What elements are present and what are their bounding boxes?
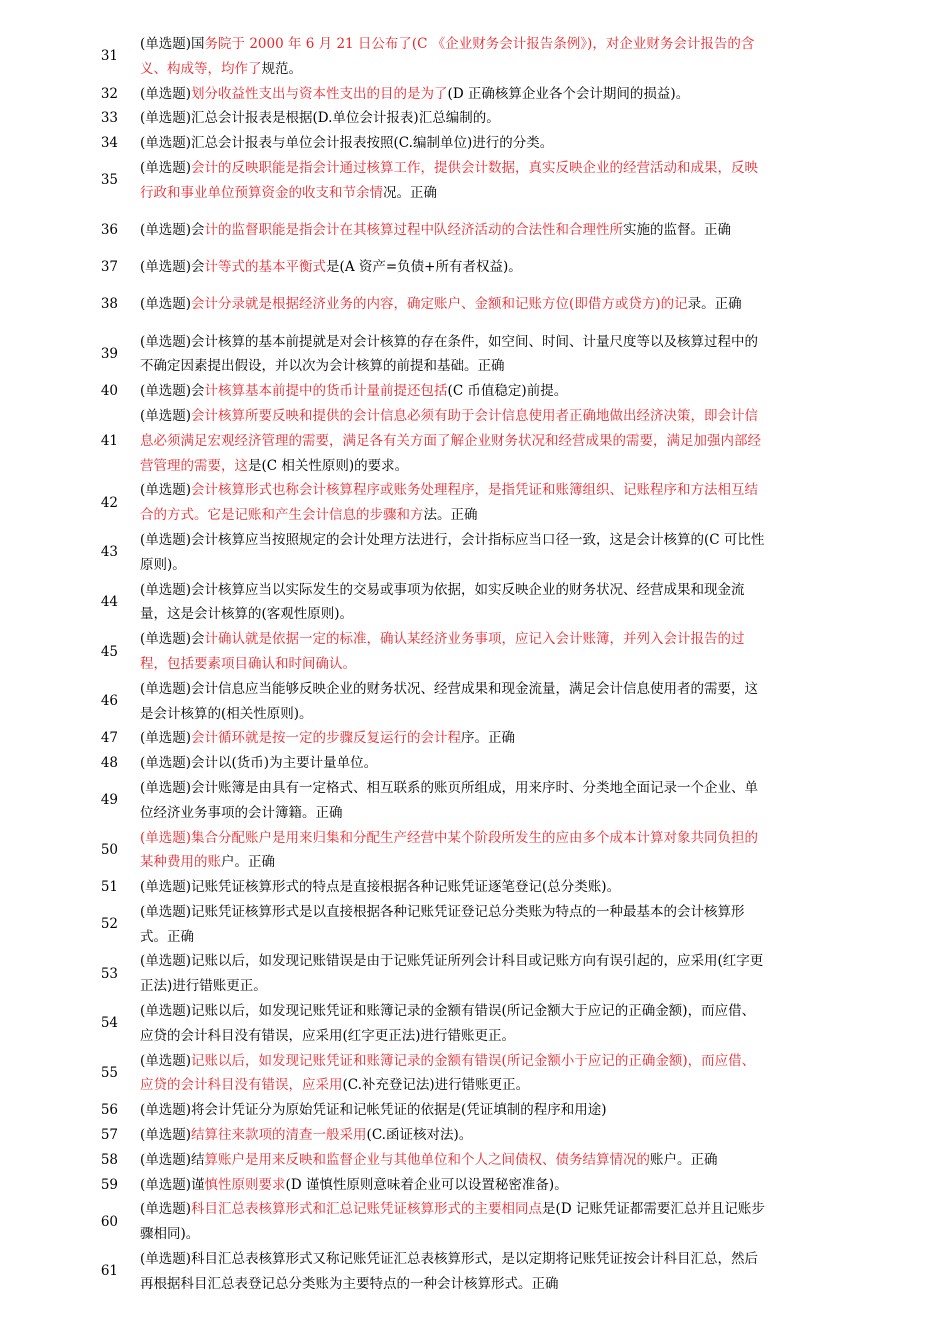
question-text (140, 82, 766, 107)
question-row (0, 1173, 950, 1198)
question-number: 44 (100, 593, 118, 610)
plain-text: (单选题)记账凭证核算形式是以直接根据各种记账凭证登记总分类账为特点的一种最基本的会计核算形式。正确 (140, 903, 745, 945)
question-number: 35 (100, 172, 118, 189)
question-text (140, 1197, 766, 1247)
question-text (140, 677, 766, 727)
question-number: 48 (100, 755, 118, 772)
question-number: 50 (100, 841, 118, 858)
plain-text: 账户。正确 (650, 1151, 718, 1168)
question-text (140, 1123, 766, 1148)
question-number: 61 (100, 1263, 118, 1280)
question-text (140, 106, 766, 131)
question-number: 52 (100, 916, 118, 933)
highlighted-text: 记账以后，如发现记账凭证和账簿记录的金额有错误(所记金额小于应记的正确金额)，而应借、应贷的会计科目没有错误，应采用 (140, 1052, 756, 1094)
plain-text: (单选题)谨 (140, 1176, 205, 1193)
plain-text: (单选题)将会计凭证分为原始凭证和记帐凭证的依据是(凭证填制的程序和用途) (140, 1102, 607, 1119)
plain-text: (单选题) (140, 407, 192, 424)
question-row (0, 826, 950, 876)
plain-text: (单选题)会 (140, 383, 205, 400)
question-number: 56 (100, 1102, 118, 1119)
question-number: 47 (100, 730, 118, 747)
question-number: 39 (100, 345, 118, 362)
plain-text: (单选题) (140, 1201, 192, 1218)
highlighted-text: 划分收益性支出与资本性支出的目的是为了 (191, 85, 448, 102)
plain-text: (单选题)会计核算的基本前提就是对会计核算的存在条件，如空间、时间、计量尺度等以及核算过程中的不确定因素提出假设，并以次为会计核算的前提和基础。正确 (140, 333, 759, 375)
question-number: 42 (100, 494, 118, 511)
question-row (0, 1049, 950, 1099)
question-text (140, 875, 766, 900)
question-text (140, 379, 766, 404)
question-text (140, 131, 766, 156)
highlighted-text: 计等式的基本平衡式 (204, 259, 327, 276)
plain-text: (单选题)汇总会计报表与单位会计报表按照(C.编制单位)进行的分类。 (140, 135, 554, 152)
plain-text: 录。正确 (687, 296, 742, 313)
plain-text: 序。正确 (461, 730, 516, 747)
question-number: 31 (100, 48, 118, 65)
question-text (140, 32, 766, 82)
question-text (140, 578, 766, 628)
plain-text: (单选题) (140, 1127, 192, 1144)
question-text (140, 218, 766, 243)
plain-text: 是(A 资产=负债+所有者权益)。 (326, 259, 522, 276)
question-text (140, 1049, 766, 1099)
question-number: 36 (100, 221, 118, 238)
question-row (0, 949, 950, 999)
plain-text: (单选题)会 (140, 631, 205, 648)
question-row (0, 280, 950, 330)
plain-text: 况。正确 (383, 184, 437, 201)
question-text (140, 726, 766, 751)
question-number: 38 (100, 296, 118, 313)
question-number: 58 (100, 1151, 118, 1168)
plain-text: 是(C 相关性原则)的要求。 (248, 457, 409, 474)
question-row (0, 776, 950, 826)
plain-text: (单选题)科目汇总表核算形式又称记账凭证汇总表核算形式，是以定期将记账凭证按会计科目汇总，然后再根据科目汇总表登记总分类账为主要特点的一种会计核算形式。正确 (140, 1251, 759, 1292)
plain-text: (单选题) (140, 296, 192, 313)
question-list (0, 32, 950, 1297)
question-row (0, 578, 950, 628)
highlighted-text: 会计分录就是根据经济业务的内容，确定账户、金额和记账方位(即借方或贷方)的记 (191, 296, 688, 313)
highlighted-text: 计的监督职能是指会计在其核算过程中队经济活动的合法性和合理性所 (204, 221, 624, 238)
question-number: 59 (100, 1176, 118, 1193)
question-row (0, 1197, 950, 1247)
question-text (140, 1173, 766, 1198)
question-row (0, 131, 950, 156)
plain-text: (单选题)会计以(货币)为主要计量单位。 (140, 755, 378, 772)
highlighted-text: 计确认就是依据一定的标准，确认某经济业务事项，应记入会计账簿，并列入会计报告的过程，包括要素项目确认和时间确认。 (140, 631, 745, 672)
plain-text: (D 谨慎性原则意味着企业可以设置秘密准备)。 (285, 1176, 568, 1193)
question-text (140, 627, 766, 677)
plain-text: (单选题)记账凭证核算形式的特点是直接根据各种记账凭证逐笔登记(总分类账)。 (140, 879, 621, 896)
question-text (140, 404, 766, 478)
question-number: 51 (100, 879, 118, 896)
question-number: 53 (100, 965, 118, 982)
question-row (0, 900, 950, 950)
highlighted-text: 会计的反映职能是指会计通过核算工作，提供会计数据，真实反映企业的经营活动和成果，反映行政和事业单位预算资金的收支和节余情 (140, 159, 759, 201)
question-number: 37 (100, 259, 118, 276)
question-text (140, 1148, 766, 1173)
highlighted-text: 算账户是用来反映和监督企业与其他单位和个人之间债权、债务结算情况的 (204, 1151, 651, 1168)
highlighted-text: 会计核算形式也称会计核算程序或账务处理程序，是指凭证和账簿组织、记账程序和方法相互结合的方式。它是记账和产生会计信息的步骤和方 (140, 482, 759, 524)
question-row (0, 32, 950, 82)
question-text (140, 1098, 766, 1123)
plain-text: (单选题)会计账簿是由具有一定格式、相互联系的账页所组成，用来序时、分类地全面记录一个企业、单位经济业务事项的会计簿籍。正确 (140, 779, 759, 821)
question-text (140, 528, 766, 578)
plain-text: (单选题)会 (140, 259, 205, 276)
question-row (0, 751, 950, 776)
question-row (0, 1247, 950, 1297)
question-row (0, 726, 950, 751)
question-text (140, 156, 766, 206)
highlighted-text: 结算往来款项的清查一般采用 (191, 1127, 367, 1144)
question-row (0, 999, 950, 1049)
question-row (0, 875, 950, 900)
plain-text: (单选题)国 (140, 36, 205, 52)
plain-text: (单选题) (140, 482, 192, 499)
plain-text: (单选题)记账以后，如发现记账错误是由于记账凭证所列会计科目或记账方向有误引起的，应采用(红字更正法)进行错账更正。 (140, 953, 764, 995)
question-number: 57 (100, 1127, 118, 1144)
question-number: 43 (100, 544, 118, 561)
question-row (0, 1098, 950, 1123)
question-row (0, 1148, 950, 1173)
plain-text: 是(D 记账凭证都需要汇总并且记账步骤相同)。 (140, 1201, 765, 1243)
plain-text: (单选题)会计核算应当以实际发生的交易或事项为依据，如实反映企业的财务状况、经营成果和现金流量，这是会计核算的(客观性原则)。 (140, 581, 745, 623)
question-row (0, 106, 950, 131)
question-number: 32 (100, 85, 118, 102)
highlighted-text: (单选题) (140, 829, 192, 846)
question-text (140, 292, 766, 317)
question-row (0, 528, 950, 578)
plain-text: (单选题)汇总会计报表是根据(D.单位会计报表)汇总编制的。 (140, 110, 500, 127)
plain-text: (单选题)会计信息应当能够反映企业的财务状况、经营成果和现金流量，满足会计信息使用者的需要，这是会计核算的(相关性原则)。 (140, 680, 759, 722)
question-number: 46 (100, 693, 118, 710)
question-number: 60 (100, 1213, 118, 1230)
question-text (140, 949, 766, 999)
plain-text: (单选题) (140, 85, 192, 102)
question-row (0, 677, 950, 727)
plain-text: (C.函证核对法)。 (366, 1127, 473, 1144)
question-row (0, 206, 950, 256)
plain-text: (单选题)记账以后，如发现记账凭证和账簿记录的金额有错误(所记金额大于应记的正确金额)，而应借、应贷的会计科目没有错误，应采用(红字更正法)进行错账更正。 (140, 1003, 756, 1044)
highlighted-text: 科目汇总表核算形式和汇总记账凭证核算形式的主要相同点 (191, 1201, 543, 1218)
highlighted-text: 务院于 2000 年 6 月 21 日公布了(C 《企业财务会计报告条例》)，对企业财务会计报告的含义、构成等，均作了 (140, 36, 755, 77)
question-text (140, 478, 766, 528)
question-row (0, 255, 950, 280)
question-row (0, 404, 950, 478)
plain-text: (单选题) (140, 730, 192, 747)
plain-text: (C.补充登记法)进行错账更正。 (342, 1077, 530, 1094)
question-number: 40 (100, 383, 118, 400)
question-row (0, 627, 950, 677)
question-number: 41 (100, 432, 118, 449)
question-text (140, 776, 766, 826)
question-text (140, 826, 766, 876)
plain-text: (D 正确核算企业各个会计期间的损益)。 (447, 85, 690, 102)
question-row (0, 478, 950, 528)
question-text (140, 751, 766, 776)
question-row (0, 330, 950, 380)
highlighted-text: 集合分配账户是用来归集和分配生产经营中某个阶段所发生的应由多个成本计算对象共同负担的某种费用的账 (140, 829, 759, 871)
plain-text: 实施的监督。正确 (623, 221, 732, 238)
question-row (0, 1123, 950, 1148)
highlighted-text: 会计循环就是按一定的步骤反复运行的会计程 (191, 730, 462, 747)
highlighted-text: 会计核算所要反映和提供的会计信息必须有助于会计信息使用者正确地做出经济决策，即会计信息必须满足宏观经济管理的需要，满足各有关方面了解企业财务状况和经营成果的需要，满足加强内部经营管理的需要，这 (140, 407, 761, 474)
question-number: 34 (100, 135, 118, 152)
plain-text: 户。正确 (221, 854, 275, 871)
plain-text: (单选题) (140, 159, 192, 176)
plain-text: (C 币值稳定)前提。 (447, 383, 568, 400)
plain-text: 法。正确 (423, 507, 478, 524)
plain-text: (单选题)会 (140, 221, 205, 238)
question-row (0, 379, 950, 404)
question-text (140, 1247, 766, 1297)
question-number: 54 (100, 1015, 118, 1032)
question-row (0, 156, 950, 206)
plain-text: (单选题)会计核算应当按照规定的会计处理方法进行，会计指标应当口径一致，这是会计核算的(C 可比性原则)。 (140, 531, 765, 573)
question-text (140, 330, 766, 380)
question-number: 55 (100, 1065, 118, 1082)
plain-text: (单选题)结 (140, 1151, 205, 1168)
highlighted-text: 慎性原则要求 (204, 1176, 286, 1193)
plain-text: (单选题) (140, 1052, 192, 1069)
question-number: 33 (100, 110, 118, 127)
question-number: 45 (100, 643, 118, 660)
question-text (140, 999, 766, 1049)
question-number: 49 (100, 792, 118, 809)
question-row (0, 82, 950, 107)
question-text (140, 255, 766, 280)
plain-text: 规范。 (261, 60, 302, 77)
highlighted-text: 计核算基本前提中的货币计量前提还包括 (204, 383, 448, 400)
question-text (140, 900, 766, 950)
